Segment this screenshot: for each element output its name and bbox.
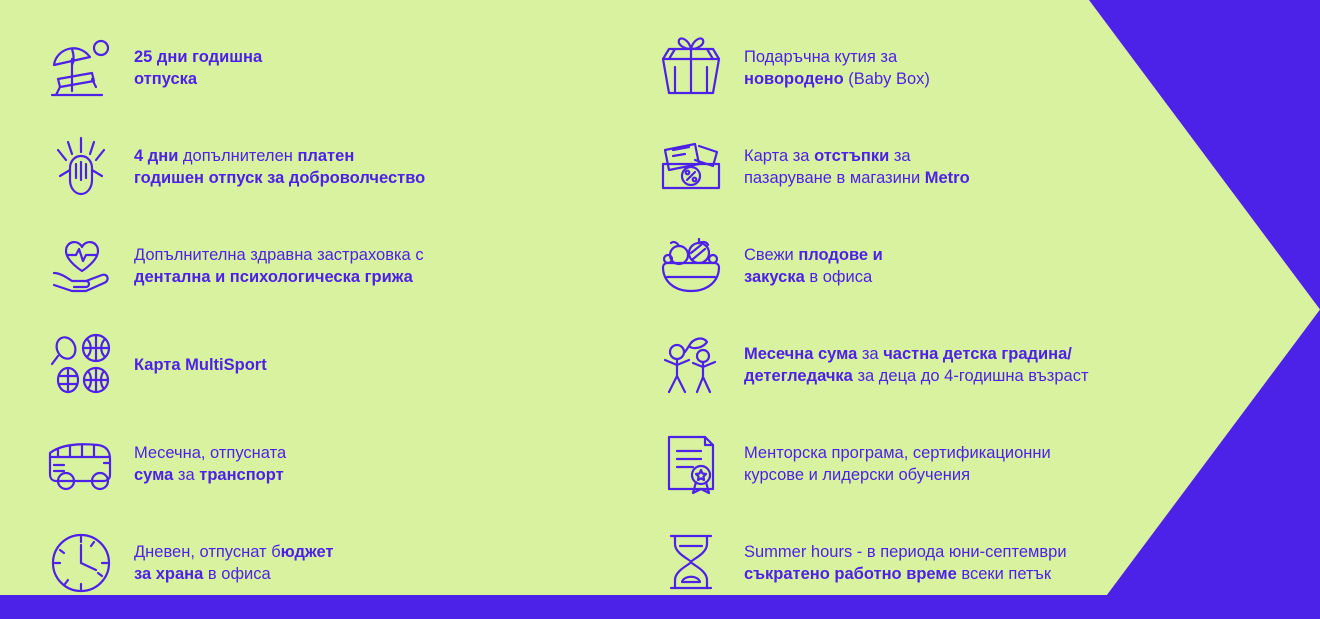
benefit-text: Менторска програма, сертификационни курсове и лидерски обучения <box>744 443 1051 484</box>
benefits-column-right <box>648 18 1248 612</box>
benefit-text: Карта MultiSport <box>134 355 267 374</box>
fruit-bowl-icon <box>648 227 734 305</box>
family-children-icon <box>648 326 734 404</box>
benefit-text: Дневен, отпуснат бюджет за храна в офиса <box>134 542 334 583</box>
benefit-text: Подаръчна кутия за новородено (Baby Box) <box>744 47 930 88</box>
benefit-text: Summer hours - в периода юни-септември съкратено работно време всеки петък <box>744 542 1067 583</box>
benefit-item <box>38 18 638 117</box>
heart-in-hand-icon <box>38 227 124 305</box>
benefit-item <box>648 513 1248 612</box>
benefit-text: Допълнителна здравна застраховка с дентална и психологическа грижа <box>134 245 424 286</box>
benefit-item <box>648 315 1248 414</box>
beach-umbrella-lounger-icon <box>38 29 124 107</box>
hourglass-icon <box>648 524 734 602</box>
benefit-text: 4 дни допълнителен платен годишен отпуск за доброволчество <box>134 146 426 187</box>
certificate-document-icon <box>648 425 734 503</box>
benefit-text: Карта за отстъпки за пазаруване в магазини Metro <box>744 146 970 187</box>
benefit-item <box>648 216 1248 315</box>
gift-box-icon <box>648 29 734 107</box>
benefit-text: 25 дни годишна отпуска <box>134 47 263 88</box>
benefit-item <box>38 216 638 315</box>
clock-icon <box>38 524 124 602</box>
sports-equipment-icon <box>38 326 124 404</box>
benefit-item <box>38 414 638 513</box>
bus-icon <box>38 425 124 503</box>
benefit-item <box>38 315 638 414</box>
benefit-text: Свежи плодове и закуска в офиса <box>744 245 883 286</box>
benefit-item <box>38 117 638 216</box>
benefit-item <box>648 18 1248 117</box>
benefit-item <box>38 513 638 612</box>
benefits-column-left <box>38 18 638 612</box>
volunteer-hands-icon <box>38 128 124 206</box>
benefit-item <box>648 117 1248 216</box>
benefit-item <box>648 414 1248 513</box>
benefit-text: Месечна сума за частна детска градина/ детегледачка за деца до 4-годишна възраст <box>744 344 1089 385</box>
discount-card-icon <box>648 128 734 206</box>
benefit-text: Месечна, отпусната сума за транспорт <box>134 443 287 484</box>
